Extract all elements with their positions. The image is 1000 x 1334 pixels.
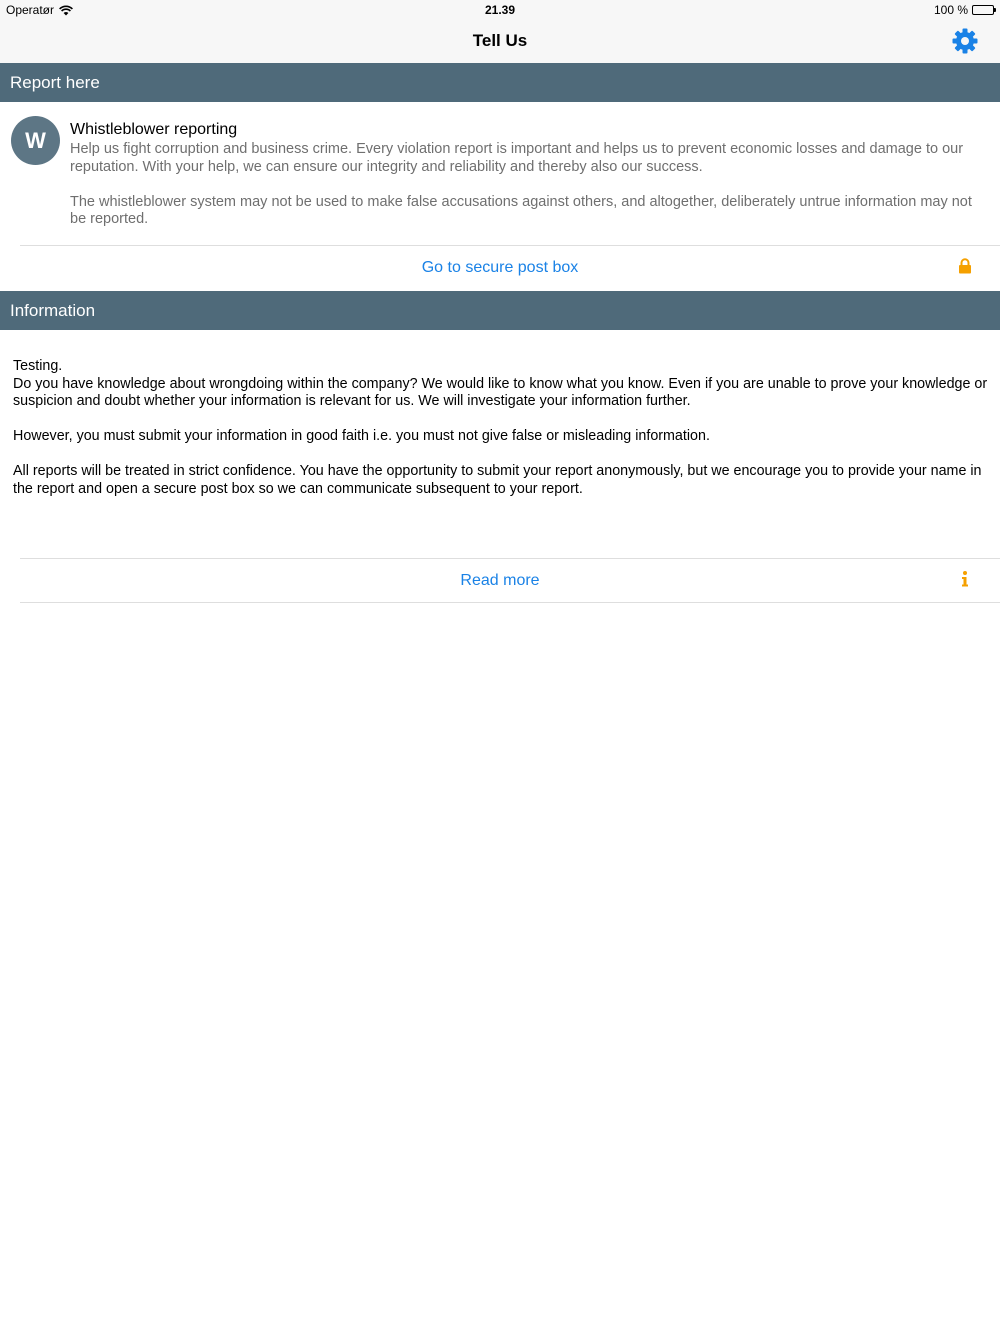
navigation-bar <box>0 20 1000 63</box>
status-time: 21.39 <box>484 3 516 17</box>
secure-post-box-label: Go to secure post box <box>421 259 579 276</box>
entry-description: Help us fight corruption and business crime. Every violation report is important and helps us to prevent economic losses and damage to our reputation. With your help, we can ensure our integrity and reliability and thereby also our success. The whistleblower system may not be used to make false accusations against others, and altogether, deliberately untrue information may not be reported. <box>70 141 972 227</box>
battery-label: 100 % <box>933 3 968 17</box>
read-more-label: Read more <box>460 572 540 589</box>
secure-post-box-link[interactable] <box>0 246 1000 290</box>
section-header-information: Information <box>0 291 1000 330</box>
page-title: Tell Us <box>472 31 528 50</box>
status-right <box>934 3 994 17</box>
avatar: W <box>11 116 60 165</box>
info-icon <box>958 570 972 593</box>
section-header-report: Report here <box>0 63 1000 102</box>
status-bar <box>0 0 1000 20</box>
lock-icon <box>958 258 972 279</box>
battery-icon <box>972 5 994 15</box>
information-text: Testing. Do you have knowledge about wrongdoing within the company? We would like to know what you know. Even if you are unable to prove your knowledge or suspicion and doubt whether your information is relevant for us. We will investigate your information further. However, you must submit your information in good faith i.e. you must not give false or misleading information. All reports will be treated in strict confidence. You have the opportunity to submit your report anonymously, but we encourage you to provide your name in the report and open a secure post box so we can communicate subsequent to your report. <box>13 358 988 497</box>
carrier-label: Operatør <box>6 3 55 17</box>
read-more-link[interactable] <box>0 559 1000 603</box>
divider <box>20 602 1000 603</box>
gear-icon[interactable] <box>952 28 978 54</box>
entry-title[interactable]: Whistleblower reporting <box>70 121 238 138</box>
